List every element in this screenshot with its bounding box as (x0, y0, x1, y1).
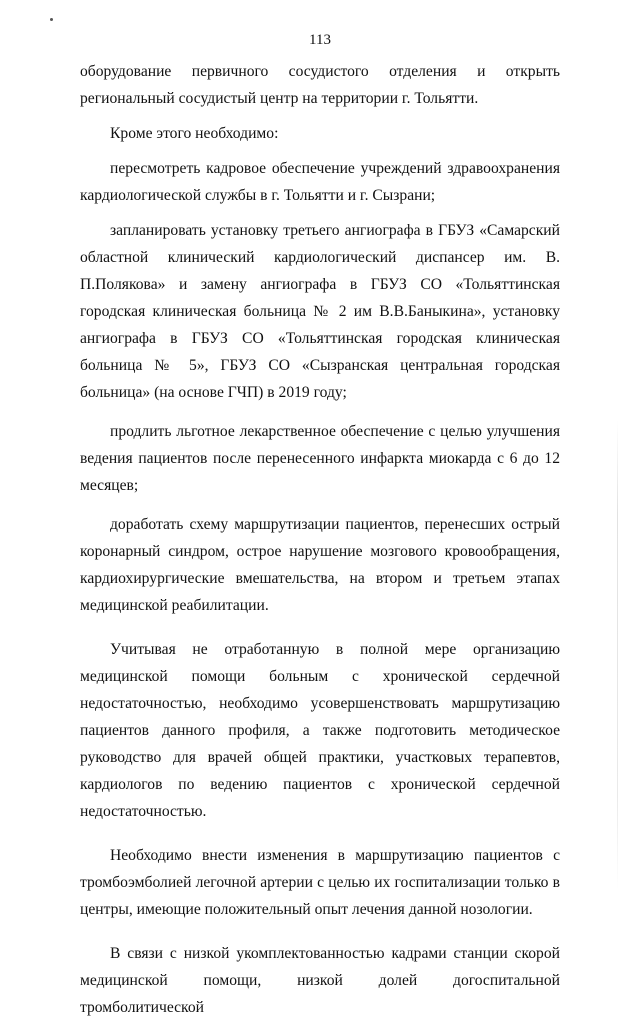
paragraph-item-angiography: запланировать установку третьего ангиографа в ГБУЗ «Самарский областной клинический кардиологический диспансер им. В. П.Полякова» и замену ангиографа в ГБУЗ СО «Тольяттинская городская клиническая больница № 2 им В.В.Баныкина», установку ангиографа в ГБУЗ СО «Тольяттинская городская клиническая больница № 5», ГБУЗ СО «Сызранская центральная городская больница» (на основе ГЧП) в 2019 году; (80, 222, 560, 401)
body-text (80, 58, 560, 1021)
page-number: 113 (309, 32, 331, 48)
paragraph-heart-failure: Учитывая не отработанную в полной мере организацию медицинской помощи больным с хронической сердечной недостаточностью, необходимо усовершенствовать маршрутизацию пациентов данного профиля, а также подготовить методическое руководство для врачей общей практики, участковых терапевтов, кардиологов по ведению пациентов с хронической сердечной недостаточностью. (80, 641, 560, 820)
paragraph-item-medication: продлить льготное лекарственное обеспечение с целью улучшения ведения пациентов после перенесенного инфаркта миокарда с 6 до 12 месяцев; (80, 423, 560, 494)
paragraph-embolism: Необходимо внести изменения в маршрутизацию пациентов с тромбоэмболией легочной артерии с целью их госпитализации только в центры, имеющие положительный опыт лечения данной нозологии. (80, 847, 560, 918)
paragraph-ambulance: В связи с низкой укомплектованностью кадрами станции скорой медицинской помощи, низкой долей догоспитальной тромболитической (80, 945, 560, 1016)
paragraph-intro: Кроме этого необходимо: (110, 125, 279, 142)
scan-speck (50, 18, 53, 21)
paragraph-continuation: оборудование первичного сосудистого отделения и открыть региональный сосудистый центр на территории г. Тольятти. (80, 63, 560, 107)
paragraph-item-staffing: пересмотреть кадровое обеспечение учреждений здравоохранения кардиологической службы в г. Тольятти и г. Сызрани; (80, 160, 560, 204)
paragraph-item-routing: доработать схему маршрутизации пациентов, перенесших острый коронарный синдром, острое нарушение мозгового кровообращения, кардиохирургические вмешательства, на втором и третьем этапах медицинской реабилитации. (80, 516, 560, 614)
scan-edge-line (617, 420, 618, 890)
